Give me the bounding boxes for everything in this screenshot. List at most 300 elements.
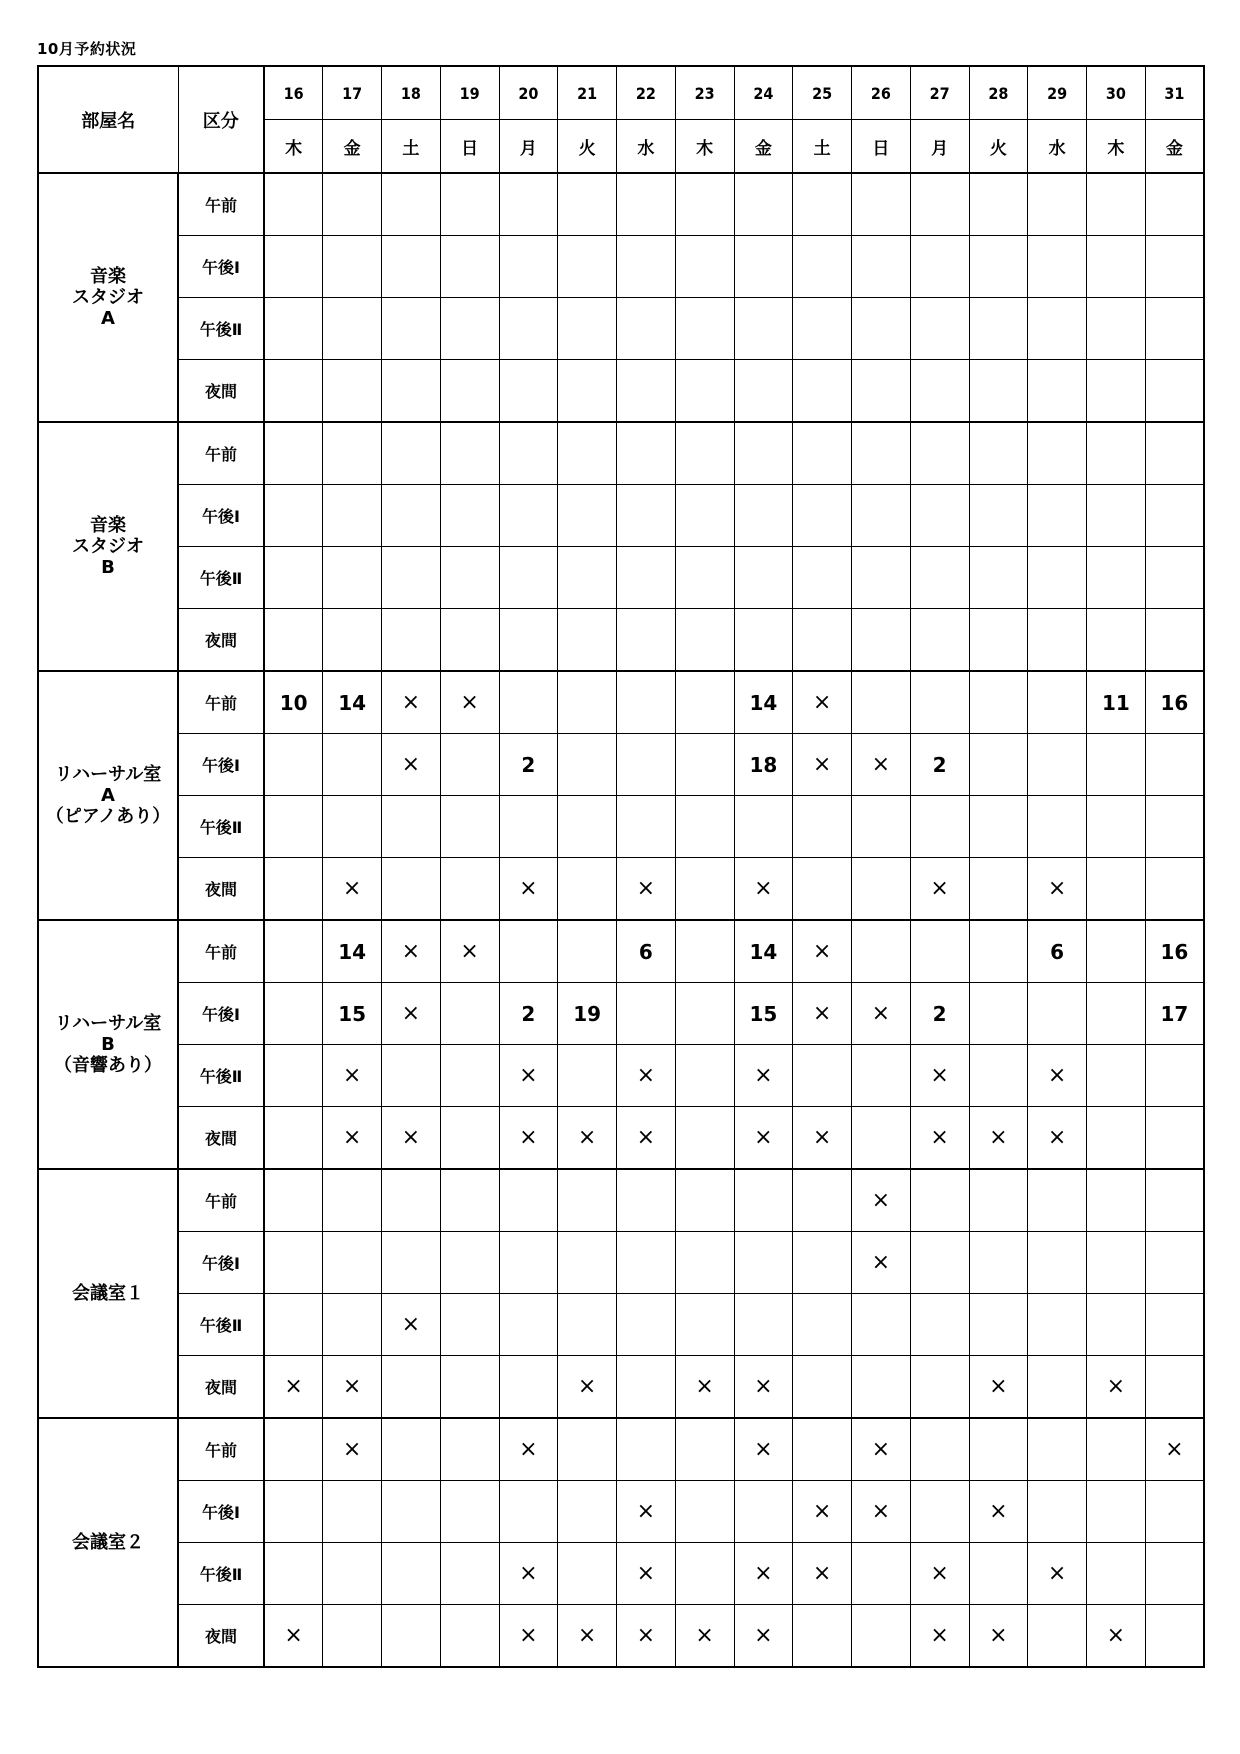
reservation-cell: 18 <box>734 734 793 796</box>
reservation-cell <box>1145 1543 1204 1605</box>
reservation-cell <box>910 1356 969 1419</box>
reservation-cell <box>852 173 911 236</box>
reservation-cell <box>440 1232 499 1294</box>
weekday-header-26: 日 <box>852 120 911 174</box>
reservation-cell <box>323 734 382 796</box>
reservation-cell <box>910 671 969 734</box>
reservation-cell: 14 <box>323 671 382 734</box>
reservation-cell: × <box>969 1481 1028 1543</box>
reservation-cell <box>558 1232 617 1294</box>
reservation-cell <box>675 236 734 298</box>
date-header-20: 20 <box>499 66 558 120</box>
period-label: 午前 <box>178 1169 264 1232</box>
reservation-cell: × <box>1087 1605 1146 1668</box>
reservation-cell <box>675 734 734 796</box>
reservation-cell <box>1087 1481 1146 1543</box>
reservation-cell <box>675 1107 734 1170</box>
reservation-cell <box>852 547 911 609</box>
reservation-cell <box>675 1232 734 1294</box>
period-label: 午後Ⅱ <box>178 1294 264 1356</box>
period-label: 夜間 <box>178 858 264 921</box>
reservation-cell <box>675 671 734 734</box>
reservation-cell: × <box>558 1107 617 1170</box>
reservation-cell <box>675 485 734 547</box>
reservation-cell <box>440 1169 499 1232</box>
table-row <box>38 1232 1204 1294</box>
reservation-cell <box>910 360 969 423</box>
reservation-cell <box>793 1418 852 1481</box>
table-row <box>38 1169 1204 1232</box>
reservation-cell <box>910 920 969 983</box>
weekday-header-19: 日 <box>440 120 499 174</box>
reservation-cell <box>910 547 969 609</box>
reservation-cell <box>675 983 734 1045</box>
reservation-cell: × <box>910 1605 969 1668</box>
reservation-cell: 6 <box>1028 920 1087 983</box>
reservation-cell: × <box>382 671 441 734</box>
period-label: 夜間 <box>178 1356 264 1419</box>
reservation-cell <box>264 983 323 1045</box>
reservation-cell: × <box>499 1605 558 1668</box>
reservation-cell <box>1028 173 1087 236</box>
date-header-25: 25 <box>793 66 852 120</box>
reservation-cell <box>1087 298 1146 360</box>
reservation-cell <box>264 858 323 921</box>
reservation-cell <box>734 236 793 298</box>
date-header-31: 31 <box>1145 66 1204 120</box>
reservation-cell <box>1087 920 1146 983</box>
reservation-cell <box>675 360 734 423</box>
reservation-cell <box>793 1169 852 1232</box>
reservation-cell <box>969 485 1028 547</box>
reservation-cell <box>910 236 969 298</box>
reservation-cell <box>1028 983 1087 1045</box>
reservation-cell <box>440 360 499 423</box>
table-row <box>38 858 1204 921</box>
table-row <box>38 236 1204 298</box>
period-label: 午後Ⅱ <box>178 298 264 360</box>
reservation-cell <box>264 173 323 236</box>
reservation-cell <box>1087 173 1146 236</box>
reservation-cell <box>675 1481 734 1543</box>
reservation-cell <box>675 858 734 921</box>
reservation-cell <box>1087 547 1146 609</box>
reservation-cell <box>558 298 617 360</box>
reservation-cell: 2 <box>499 983 558 1045</box>
reservation-cell: × <box>734 1543 793 1605</box>
date-header-21: 21 <box>558 66 617 120</box>
reservation-cell <box>969 671 1028 734</box>
reservation-cell <box>558 360 617 423</box>
reservation-cell <box>382 1232 441 1294</box>
reservation-cell <box>323 1294 382 1356</box>
reservation-cell <box>440 485 499 547</box>
reservation-cell <box>734 547 793 609</box>
reservation-cell: × <box>323 1418 382 1481</box>
reservation-cell <box>1087 1045 1146 1107</box>
table-row <box>38 1543 1204 1605</box>
reservation-cell <box>793 236 852 298</box>
reservation-cell <box>852 609 911 672</box>
reservation-cell <box>499 422 558 485</box>
reservation-cell <box>558 920 617 983</box>
reservation-cell <box>323 1481 382 1543</box>
reservation-cell <box>264 360 323 423</box>
reservation-cell <box>264 1418 323 1481</box>
reservation-cell: 2 <box>910 734 969 796</box>
reservation-cell <box>969 298 1028 360</box>
reservation-cell <box>440 609 499 672</box>
reservation-cell <box>382 173 441 236</box>
reservation-cell <box>558 1294 617 1356</box>
reservation-cell: 16 <box>1145 920 1204 983</box>
reservation-cell <box>558 671 617 734</box>
reservation-cell <box>440 1481 499 1543</box>
table-row <box>38 422 1204 485</box>
reservation-cell: × <box>793 1543 852 1605</box>
reservation-cell <box>382 485 441 547</box>
reservation-cell <box>499 547 558 609</box>
reservation-cell: × <box>617 1045 676 1107</box>
reservation-cell <box>1145 1232 1204 1294</box>
reservation-cell <box>323 547 382 609</box>
reservation-cell <box>1145 485 1204 547</box>
reservation-cell <box>617 298 676 360</box>
reservation-cell <box>264 1294 323 1356</box>
reservation-cell <box>734 298 793 360</box>
reservation-cell <box>1087 609 1146 672</box>
reservation-cell: × <box>323 858 382 921</box>
period-label: 夜間 <box>178 1605 264 1668</box>
reservation-cell <box>440 983 499 1045</box>
reservation-cell <box>675 547 734 609</box>
reservation-cell <box>1028 298 1087 360</box>
reservation-cell <box>558 485 617 547</box>
reservation-cell <box>264 1543 323 1605</box>
reservation-cell <box>910 485 969 547</box>
reservation-cell <box>382 298 441 360</box>
reservation-cell <box>910 796 969 858</box>
reservation-cell <box>323 609 382 672</box>
reservation-cell <box>793 360 852 423</box>
period-label: 午前 <box>178 173 264 236</box>
reservation-cell: × <box>1028 1107 1087 1170</box>
reservation-cell <box>675 1543 734 1605</box>
weekday-header-27: 月 <box>910 120 969 174</box>
reservation-cell: 2 <box>910 983 969 1045</box>
reservation-cell <box>499 1481 558 1543</box>
reservation-cell <box>264 734 323 796</box>
date-header-17: 17 <box>323 66 382 120</box>
reservation-cell <box>969 1232 1028 1294</box>
reservation-cell <box>1145 1356 1204 1419</box>
reservation-cell <box>1028 796 1087 858</box>
weekday-header-16: 木 <box>264 120 323 174</box>
reservation-cell <box>323 796 382 858</box>
reservation-cell <box>1087 796 1146 858</box>
room-name-line: （ピアノあり） <box>45 806 171 827</box>
reservation-cell <box>264 1045 323 1107</box>
room-name-line: A <box>101 785 115 806</box>
period-label: 午後Ⅱ <box>178 547 264 609</box>
reservation-cell <box>910 422 969 485</box>
reservation-cell <box>440 236 499 298</box>
reservation-cell: × <box>675 1356 734 1419</box>
table-row <box>38 796 1204 858</box>
reservation-cell: × <box>1028 858 1087 921</box>
table-row <box>38 485 1204 547</box>
room-name-line: 会議室２ <box>72 1532 144 1553</box>
reservation-cell <box>852 858 911 921</box>
room-name-line: 音楽 <box>90 266 126 287</box>
reservation-cell: × <box>382 1294 441 1356</box>
table-row <box>38 1294 1204 1356</box>
reservation-cell: × <box>617 858 676 921</box>
reservation-cell <box>382 1045 441 1107</box>
room-name-line: リハーサル室 <box>54 764 162 785</box>
reservation-cell: × <box>852 1169 911 1232</box>
reservation-cell <box>323 1232 382 1294</box>
period-label: 午後Ⅱ <box>178 796 264 858</box>
reservation-cell <box>1145 1045 1204 1107</box>
reservation-cell <box>382 1356 441 1419</box>
reservation-cell <box>852 1107 911 1170</box>
reservation-cell <box>558 236 617 298</box>
reservation-cell <box>1145 796 1204 858</box>
reservation-cell <box>675 298 734 360</box>
reservation-cell: × <box>617 1543 676 1605</box>
reservation-cell <box>264 609 323 672</box>
page-title: 10月予約状況 <box>37 40 137 58</box>
reservation-cell: × <box>734 1045 793 1107</box>
reservation-cell <box>440 1294 499 1356</box>
room-name-line: （音響あり） <box>54 1055 162 1076</box>
reservation-cell <box>499 796 558 858</box>
reservation-cell <box>1028 1605 1087 1668</box>
room-name-line: 音楽 <box>90 515 126 536</box>
room-name <box>38 173 178 422</box>
table-row <box>38 1481 1204 1543</box>
reservation-cell <box>793 1356 852 1419</box>
table-row <box>38 1045 1204 1107</box>
reservation-cell <box>1028 485 1087 547</box>
reservation-cell: 14 <box>734 920 793 983</box>
reservation-cell <box>734 1169 793 1232</box>
reservation-table <box>37 65 1205 1668</box>
reservation-cell: × <box>264 1356 323 1419</box>
table-row <box>38 298 1204 360</box>
reservation-cell <box>617 609 676 672</box>
reservation-cell <box>323 1169 382 1232</box>
reservation-cell <box>499 360 558 423</box>
reservation-cell <box>323 236 382 298</box>
weekday-header-25: 土 <box>793 120 852 174</box>
reservation-cell <box>1087 1232 1146 1294</box>
reservation-cell: × <box>852 1481 911 1543</box>
reservation-cell <box>1087 858 1146 921</box>
reservation-cell <box>969 173 1028 236</box>
reservation-cell <box>440 173 499 236</box>
reservation-cell: × <box>499 1418 558 1481</box>
reservation-cell <box>675 173 734 236</box>
reservation-cell <box>558 609 617 672</box>
table-row <box>38 1418 1204 1481</box>
reservation-cell <box>1145 236 1204 298</box>
reservation-cell: × <box>910 1045 969 1107</box>
weekday-header-23: 木 <box>675 120 734 174</box>
reservation-cell <box>969 422 1028 485</box>
reservation-cell <box>440 422 499 485</box>
reservation-cell: × <box>1028 1045 1087 1107</box>
reservation-cell <box>499 1232 558 1294</box>
reservation-cell <box>382 858 441 921</box>
reservation-cell: × <box>382 983 441 1045</box>
table-row <box>38 1107 1204 1170</box>
reservation-cell: × <box>617 1605 676 1668</box>
reservation-cell <box>1028 609 1087 672</box>
period-label: 午後Ⅰ <box>178 983 264 1045</box>
reservation-cell <box>499 1169 558 1232</box>
reservation-cell <box>382 422 441 485</box>
date-header-27: 27 <box>910 66 969 120</box>
room-name-line: 会議室１ <box>72 1283 144 1304</box>
reservation-cell: × <box>793 671 852 734</box>
reservation-cell <box>1028 671 1087 734</box>
date-header-19: 19 <box>440 66 499 120</box>
reservation-cell <box>1145 298 1204 360</box>
period-label: 午前 <box>178 920 264 983</box>
weekday-header-24: 金 <box>734 120 793 174</box>
reservation-cell: × <box>910 858 969 921</box>
weekday-header-30: 木 <box>1087 120 1146 174</box>
reservation-cell: × <box>499 858 558 921</box>
reservation-cell <box>1087 734 1146 796</box>
reservation-cell <box>617 173 676 236</box>
weekday-header-20: 月 <box>499 120 558 174</box>
reservation-cell <box>910 1294 969 1356</box>
reservation-cell <box>1145 734 1204 796</box>
reservation-cell: × <box>499 1045 558 1107</box>
reservation-cell <box>440 298 499 360</box>
reservation-cell <box>793 485 852 547</box>
reservation-cell <box>910 609 969 672</box>
reservation-cell <box>1087 485 1146 547</box>
reservation-cell <box>382 609 441 672</box>
reservation-cell <box>617 236 676 298</box>
reservation-cell <box>793 1232 852 1294</box>
reservation-cell <box>499 485 558 547</box>
reservation-cell <box>440 547 499 609</box>
reservation-cell <box>558 1543 617 1605</box>
reservation-cell <box>1145 360 1204 423</box>
reservation-cell: × <box>382 1107 441 1170</box>
reservation-cell <box>264 796 323 858</box>
reservation-cell <box>264 236 323 298</box>
reservation-cell: × <box>969 1107 1028 1170</box>
reservation-cell <box>382 1605 441 1668</box>
reservation-cell: × <box>793 1107 852 1170</box>
reservation-cell: × <box>323 1107 382 1170</box>
reservation-cell <box>440 1418 499 1481</box>
reservation-cell <box>617 485 676 547</box>
reservation-cell: × <box>793 734 852 796</box>
table-row <box>38 734 1204 796</box>
table-row <box>38 609 1204 672</box>
reservation-cell <box>1145 173 1204 236</box>
reservation-cell <box>675 920 734 983</box>
reservation-cell: 6 <box>617 920 676 983</box>
reservation-cell <box>1087 360 1146 423</box>
reservation-cell <box>323 422 382 485</box>
date-header-29: 29 <box>1028 66 1087 120</box>
reservation-cell: × <box>558 1356 617 1419</box>
reservation-cell <box>969 609 1028 672</box>
reservation-cell <box>969 547 1028 609</box>
reservation-cell <box>852 422 911 485</box>
reservation-cell <box>793 1045 852 1107</box>
reservation-cell: × <box>323 1045 382 1107</box>
reservation-cell <box>793 547 852 609</box>
period-label: 午前 <box>178 1418 264 1481</box>
reservation-cell: × <box>499 1543 558 1605</box>
reservation-cell: 15 <box>323 983 382 1045</box>
reservation-cell <box>852 1605 911 1668</box>
table-row <box>38 173 1204 236</box>
reservation-cell: × <box>1145 1418 1204 1481</box>
reservation-cell <box>852 360 911 423</box>
reservation-cell <box>323 298 382 360</box>
reservation-cell <box>264 1481 323 1543</box>
period-label: 午前 <box>178 671 264 734</box>
reservation-cell <box>440 1107 499 1170</box>
reservation-cell <box>852 485 911 547</box>
reservation-cell <box>793 298 852 360</box>
reservation-cell: × <box>734 1107 793 1170</box>
room-name-line: B <box>101 1034 115 1055</box>
reservation-cell <box>675 1045 734 1107</box>
reservation-cell <box>910 1232 969 1294</box>
reservation-cell <box>734 1232 793 1294</box>
reservation-cell: × <box>969 1605 1028 1668</box>
room-name-line: スタジオ <box>72 287 144 308</box>
reservation-cell: × <box>910 1107 969 1170</box>
weekday-header-22: 水 <box>617 120 676 174</box>
reservation-cell: × <box>675 1605 734 1668</box>
reservation-cell <box>382 1418 441 1481</box>
table-row <box>38 671 1204 734</box>
reservation-cell <box>852 671 911 734</box>
reservation-cell <box>558 796 617 858</box>
reservation-cell <box>617 1418 676 1481</box>
reservation-cell <box>323 485 382 547</box>
reservation-cell <box>1028 236 1087 298</box>
date-header-23: 23 <box>675 66 734 120</box>
reservation-cell: × <box>969 1356 1028 1419</box>
date-header-26: 26 <box>852 66 911 120</box>
reservation-cell <box>734 1481 793 1543</box>
reservation-cell <box>1028 734 1087 796</box>
period-label: 午後Ⅱ <box>178 1045 264 1107</box>
reservation-cell <box>852 796 911 858</box>
reservation-cell: × <box>793 983 852 1045</box>
reservation-cell <box>675 609 734 672</box>
reservation-cell <box>499 173 558 236</box>
reservation-cell <box>382 796 441 858</box>
reservation-cell: × <box>499 1107 558 1170</box>
reservation-cell <box>1087 1294 1146 1356</box>
reservation-cell <box>264 422 323 485</box>
reservation-cell <box>1087 236 1146 298</box>
